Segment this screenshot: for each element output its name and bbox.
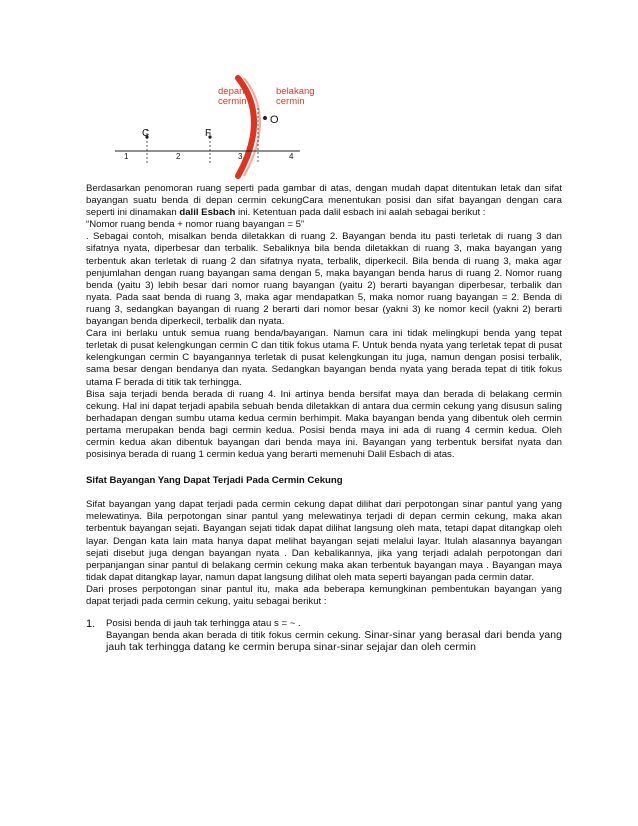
paragraph-image-properties: Sifat bayangan yang dapat terjadi pada cermin cekung dapat dilihat dari perpotongan sinar pantul yang yang melewatinya. Bila perpotongan sinar pantul yang melewatinya terjadi di depan cermin cekung, maka akan terbentuk bayangan sejati. Bayangan sejati tidak dapat dilihat langsung oleh mata, tetapi dapat ditangkap oleh layar. Dengan kata lain mata hanya dapat melihat bayangan sejati melalui layar. Itulah alasannya bayangan sejati disebut juga dengan bayangan nyata . Dan kebalikannya, jika yang terjadi adalah perpotongan dari perpanjangan sinar pantul di belakang cermin cekung maka akan terbentuk bayangan maya . Bayangan maya tidak dapat ditangkap layar, namun dapat langsung dilihat oleh mata seperti bayangan pada cermin datar. (86, 499, 562, 583)
list-item-text-start: Bayangan benda akan berada di titik fokus cermin cekung. (106, 630, 365, 642)
point-o-marker (263, 116, 267, 120)
section-heading: Sifat Bayangan Yang Dapat Terjadi Pada Cermin Cekung (86, 475, 343, 487)
point-o-label: O (270, 114, 279, 126)
paragraph-example: . Sebagai contoh, misalkan benda diletakkan di ruang 2. Bayangan benda itu pasti terletak di ruang 3 dan sifatnya nyata, diperbesar dan terbalik. Sebaliknya bila benda diletakkan di ruang 3, maka bayangan yang terbentuk akan terletak di ruang 2 dan sifatnya nyata, terbalik, diperkecil. Bila benda di ruang 3, maka agar penjumlahan dengan ruang bayangan sama dengan 5, maka bayangan benda harus di ruang 2. Nomor ruang benda (yaitu 3) lebih besar dari nomor ruang bayangan (yaitu 2) berarti bayangan diperbesar, terbalik dan nyata. Pada saat benda di ruang 3, maka agar mendapatkan 5, maka nomor ruang bayangan = 2. Benda di ruang 3, sedangkan bayangan di ruang 2 berarti dari nomor besar (yakni 3) ke nomor kecil (yakni 2) berarti bayangan benda diperkecil, terbalik dan nyata. (86, 231, 562, 328)
point-c-label: C (142, 128, 150, 139)
formula-line: “Nomor ruang benda + nomor ruang bayangan = 5” (86, 219, 305, 231)
paragraph-virtual-object: Bisa saja terjadi benda berada di ruang 4. Ini artinya benda bersifat maya dan berada di belakang cermin cekung. Hal ini dapat terjadi apabila sebuah benda diletakkan di antara dua cermin cekung yang disusun saling berhadapan dengan sumbu utama kedua cermin berhimpit. Maka bayangan benda yang dibentuk oleh cermin pertama merupakan benda bagi cermin kedua. Posisi benda maya ini ada di ruang 4 cermin kedua. Oleh cermin kedua akan dibentuk bayangan dari benda maya ini. Bayangan yang terbentuk bersifat nyata dan posisinya berada di ruang 1 cermin kedua yang berarti memenuhi Dalil Esbach di atas. (86, 388, 562, 461)
intro-text: Berdasarkan penomoran ruang seperti pada gambar di atas, dengan mudah dapat ditentukan letak dan sifat bayangan suatu benda di depan cermin cekungCara menentukan posisi dan sifat bayangan dengan cara seperti ini dinamakan (86, 183, 562, 219)
list-item-title: Posisi benda di jauh tak terhingga atau s = ~ . (106, 618, 301, 630)
back-label-line1: belakang (276, 86, 315, 97)
paragraph-intro (86, 183, 562, 219)
list-item-body (106, 618, 562, 654)
list-item (86, 618, 562, 654)
region-4-label: 4 (289, 152, 294, 161)
front-label-line2: cermin (218, 96, 247, 107)
list-item-text-tail: Sinar-sinar yang berasal dari benda yang jauh tak terhingga datang ke cermin berupa sinar-sinar sejajar dan oleh cermin (106, 630, 562, 654)
point-f-label: F (205, 128, 212, 139)
dalil-esbach-term: dalil Esbach (179, 207, 236, 219)
intro-text-end: ini. Ketentuan pada dalil esbach ini aalah sebagai berikut : (235, 207, 486, 219)
region-1-label: 1 (124, 152, 129, 161)
document-body (86, 183, 562, 654)
region-3-label: 3 (238, 152, 243, 161)
mirror-figure (0, 0, 638, 186)
back-label-line2: cermin (276, 96, 305, 107)
paragraph-rule-scope: Cara ini berlaku untuk semua ruang benda/bayangan. Namun cara ini tidak melingkupi benda yang tepat terletak di pusat kelengkungan cermin C dan titik fokus utama F. Untuk benda nyata yang terletak tepat di pusat kelengkungan cermin C bayangannya terletak di pusat kelengkungan itu juga, namun dengan posisi terbalik, sama besar dengan bendanya dan nyata. Sedangkan bayangan benda nyata yang berada tepat di titik fokus utama F berada di titik tak terhingga. (86, 328, 562, 388)
front-label-line1: depan (218, 86, 245, 97)
concave-mirror-diagram (0, 0, 638, 186)
paragraph-possibilities: Dari proses perpotongan sinar pantul itu, maka ada beberapa kemungkinan pembentukan bayangan yang dapat terjadi pada cermin cekung, yaitu sebagai berikut : (86, 583, 562, 607)
region-2-label: 2 (176, 152, 181, 161)
list-item-number: 1. (86, 618, 96, 631)
list-item-text (106, 630, 562, 654)
